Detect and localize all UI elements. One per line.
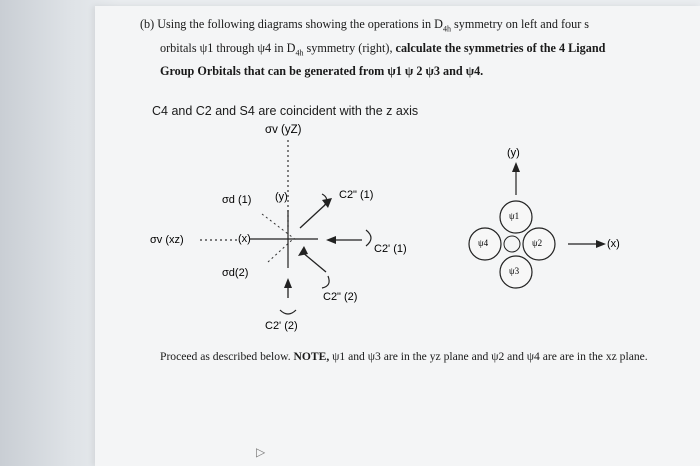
c2pp2-arrow-head: [298, 246, 308, 256]
label-x: (x): [238, 233, 251, 245]
psi3-label: ψ3: [509, 266, 520, 276]
label-sigma-d2: σd(2): [222, 267, 249, 279]
question-line-4: C4 and C2 and S4 are coincident with the z axis: [152, 104, 419, 118]
label-sigma-v-xz: σv (xz): [150, 234, 184, 246]
right-label-x: (x): [607, 238, 620, 250]
label-sigma-v-yz: σv (yZ): [265, 124, 302, 136]
question-line-1: (b) Using the following diagrams showing the operations in $D_{4h}$ symmetry on left and four s: [140, 17, 590, 34]
c2p1-arrow-head: [326, 236, 336, 244]
label-c2pp1: C2" (1): [339, 189, 374, 201]
right-label-y: (y): [507, 147, 520, 159]
label-c2pp2: C2" (2): [323, 291, 358, 303]
sigma-d1-line: [262, 214, 296, 240]
psi2-label: ψ2: [532, 238, 543, 248]
question-line-3: Group Orbitals that can be generated from ψ1 ψ 2 ψ3 and ψ4.: [160, 64, 484, 78]
c2p2-arrow-head: [284, 278, 292, 288]
label-c2p1: C2' (1): [374, 243, 407, 255]
mouse-cursor-icon: ▷: [256, 445, 266, 459]
label-c2p2: C2' (2): [265, 320, 298, 332]
label-sigma-d1: σd (1): [222, 194, 252, 206]
metal-center: [504, 236, 520, 252]
psi1-label: ψ1: [509, 211, 520, 221]
question-line-2: orbitals ψ1 through ψ4 in $D_{4h}$ symmetry (right), calculate the symmetries of the 4 Ligand: [160, 41, 606, 58]
label-y: (y): [275, 191, 288, 203]
note-paragraph: Proceed as described below. NOTE, ψ1 and ψ3 are in the yz plane and ψ2 and ψ4 are are in the xz plane.: [160, 350, 648, 363]
psi4-label: ψ4: [478, 238, 489, 248]
